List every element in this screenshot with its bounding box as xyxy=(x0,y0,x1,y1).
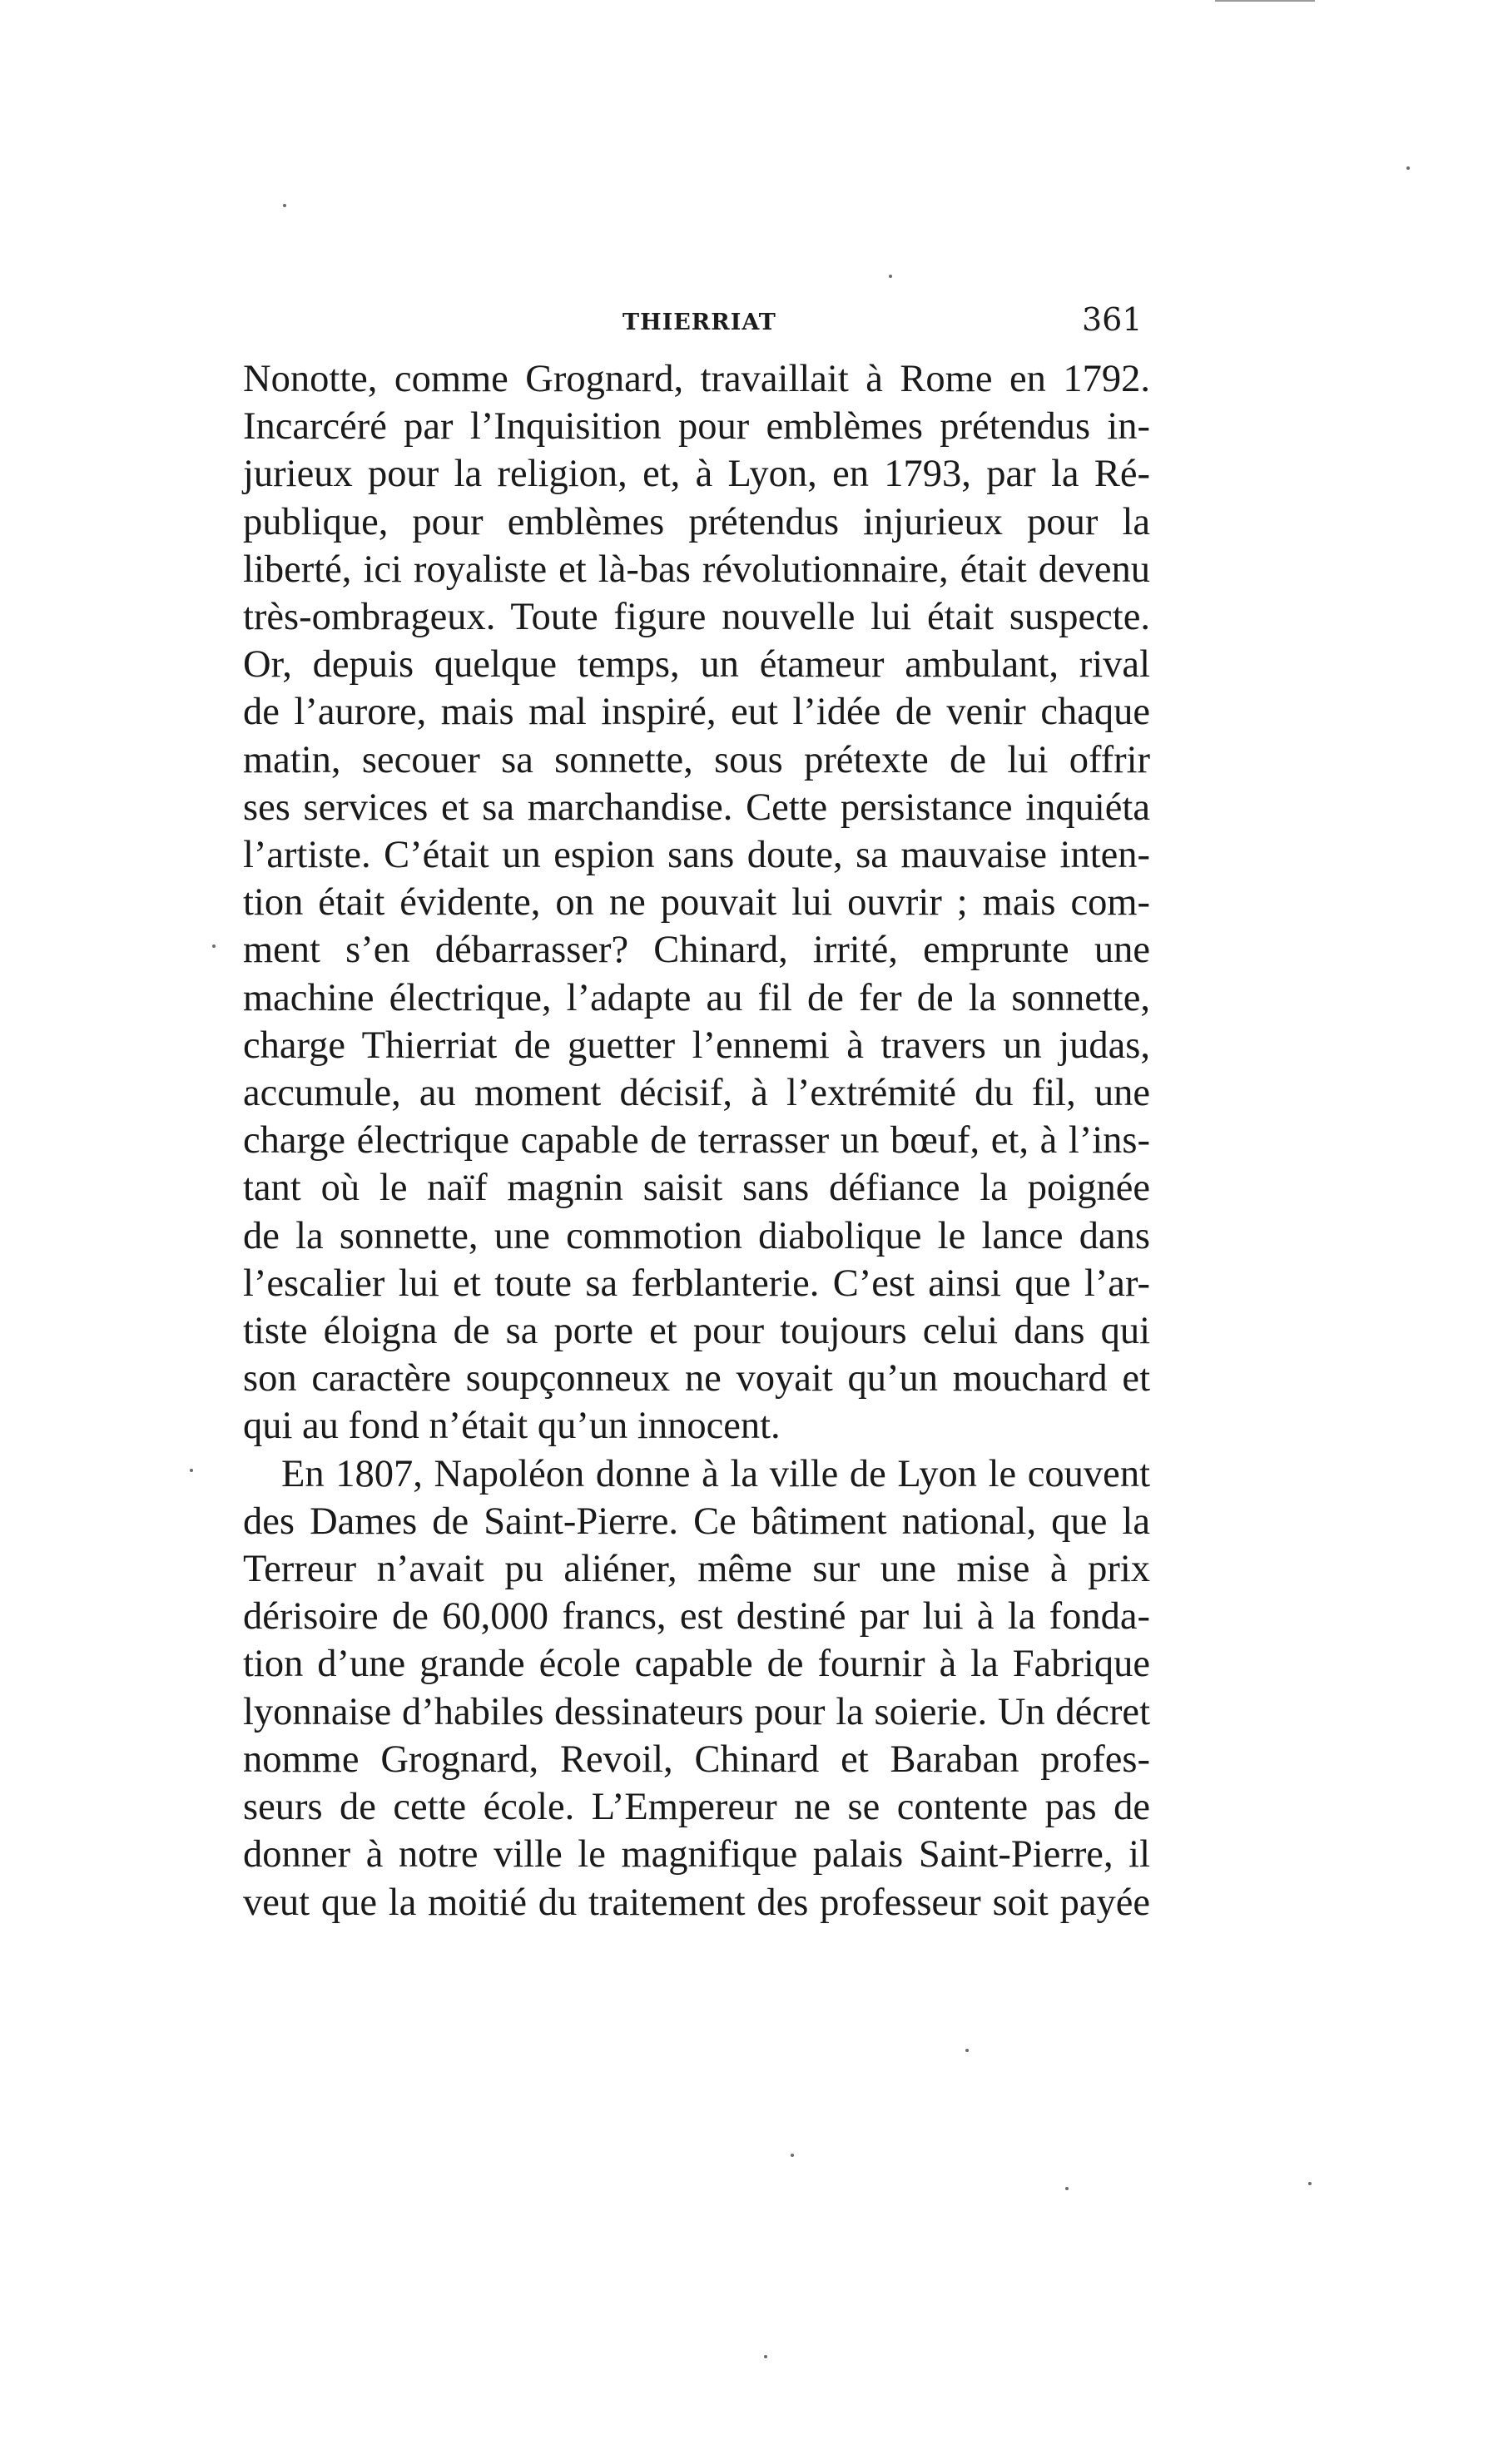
scan-speck xyxy=(889,275,892,278)
body-text xyxy=(243,355,1150,1926)
text-line: Terreur n’avait pu aliéner, même sur une mise à prix xyxy=(243,1548,1150,1591)
text-line: des Dames de Saint-Pierre. Ce bâtiment national, que la xyxy=(243,1500,1150,1543)
page-number: 361 xyxy=(1082,301,1143,338)
scan-speck xyxy=(764,2355,767,2358)
paragraph-1 xyxy=(243,355,1150,1450)
text-line: de la sonnette, une commotion diabolique le lance dans xyxy=(243,1214,1150,1257)
scan-speck xyxy=(212,944,216,948)
scan-speck xyxy=(190,1469,193,1472)
text-line: de l’aurore, mais mal inspiré, eut l’idée de venir chaque xyxy=(243,691,1150,734)
text-line: ment s’en débarrasser? Chinard, irrité, emprunte une xyxy=(243,929,1150,972)
text-line: lyonnaise d’habiles dessinateurs pour la soierie. Un décret xyxy=(243,1690,1150,1733)
text-line: En 1807, Napoléon donne à la ville de Lyon le couvent xyxy=(281,1452,1150,1495)
text-line: charge Thierriat de guetter l’ennemi à travers un judas, xyxy=(243,1024,1150,1067)
text-line: liberté, ici royaliste et là-bas révolutionnaire, était devenu xyxy=(243,548,1150,591)
text-line: nomme Grognard, Revoil, Chinard et Baraban profes- xyxy=(243,1738,1150,1781)
text-line: Nonotte, comme Grognard, travaillait à Rome en 1792. xyxy=(243,358,1150,400)
text-line: donner à notre ville le magnifique palais Saint-Pierre, il xyxy=(243,1833,1150,1877)
text-line: veut que la moitié du traitement des professeur soit payée xyxy=(243,1881,1150,1924)
text-line: tion d’une grande école capable de fournir à la Fabrique xyxy=(243,1643,1150,1686)
text-line: Incarcéré par l’Inquisition pour emblèmes prétendus in- xyxy=(243,405,1150,449)
text-line: très-ombrageux. Toute figure nouvelle lui était suspecte. xyxy=(243,596,1150,639)
text-line: accumule, au moment décisif, à l’extrémité du fil, une xyxy=(243,1072,1150,1115)
text-line: l’escalier lui et toute sa ferblanterie. C’est ainsi que l’ar- xyxy=(243,1262,1150,1305)
text-line: publique, pour emblèmes prétendus injurieux pour la xyxy=(243,500,1150,543)
text-line: Or, depuis quelque temps, un étameur ambulant, rival xyxy=(243,643,1150,687)
scan-speck xyxy=(1065,2187,1069,2190)
text-line: matin, secouer sa sonnette, sous prétexte de lui offrir xyxy=(243,738,1150,781)
text-line: l’artiste. C’était un espion sans doute, sa mauvaise inten- xyxy=(243,834,1150,877)
text-line: tant où le naïf magnin saisit sans défiance la poignée xyxy=(243,1167,1150,1210)
paragraph-2 xyxy=(243,1450,1150,1926)
scan-speck xyxy=(1308,2182,1312,2185)
text-line: jurieux pour la religion, et, à Lyon, en 1793, par la Ré- xyxy=(243,453,1150,496)
scan-edge-rule xyxy=(1215,0,1315,2)
text-line: machine électrique, l’adapte au fil de fer de la sonnette, xyxy=(243,976,1150,1019)
text-line: ses services et sa marchandise. Cette persistance inquiéta xyxy=(243,786,1150,829)
text-line: qui au fond n’était qu’un innocent. xyxy=(243,1405,781,1448)
text-line: tion était évidente, on ne pouvait lui ouvrir ; mais com- xyxy=(243,881,1150,925)
scan-speck xyxy=(965,2049,969,2052)
text-line: tiste éloigna de sa porte et pour toujours celui dans qui xyxy=(243,1310,1150,1353)
scan-speck xyxy=(1406,166,1410,170)
scan-speck xyxy=(283,204,286,207)
running-title: THIERRIAT xyxy=(622,310,776,335)
text-line: dérisoire de 60,000 francs, est destiné par lui à la fonda- xyxy=(243,1595,1150,1639)
text-line: seurs de cette école. L’Empereur ne se contente pas de xyxy=(243,1786,1150,1829)
text-line: charge électrique capable de terrasser un bœuf, et, à l’ins- xyxy=(243,1119,1150,1163)
text-line: son caractère soupçonneux ne voyait qu’un mouchard et xyxy=(243,1357,1150,1401)
scan-speck xyxy=(791,2154,794,2157)
